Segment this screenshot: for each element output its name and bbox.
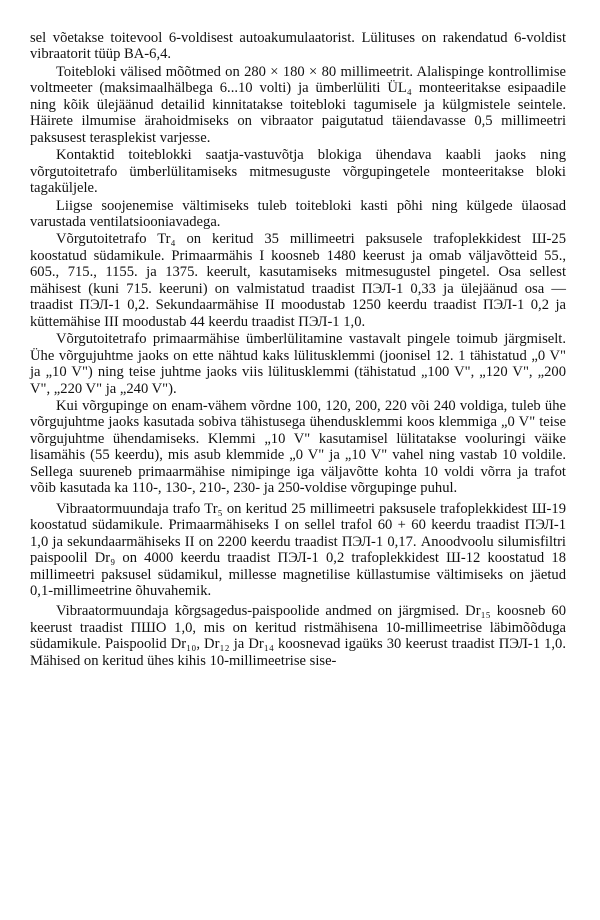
paragraph-3: Kontaktid toiteblokki saatja-vastuvõtja blokiga ühendava kaabli jaoks ning võrgutoitetrafo ümberlülitamiseks mitmesuguste võrgupingetele monteeritakse bloki tagaküljele. (30, 147, 566, 197)
paragraph-9: Vibraatormuundaja kõrgsagedus-paispoolide andmed on järgmised. Dr₁₅ koosneb 60 keerust traadist ПШО 1,0, mis on keritud ristmähisena 10-millimeetrise läbimõõduga südamikule. Paispoolid Dr₁₀, Dr₁₂ ja Dr₁₄ koosnevad igaüks 30 keerust traadist ПЭЛ-1 1,0. Mähised on keritud ühes kihis 10-millimeetrise sise- (30, 603, 566, 669)
paragraph-7: Kui võrgupinge on enam-vähem võrdne 100, 120, 200, 220 või 240 voldiga, tuleb ühe võrgujuhtme jaoks kasutada sobiva tähistusega ühendusklemmi koos klemmiga „0 V" teise võrgujuhtme ühendamiseks. Klemmi „10 V" kasutamisel lülitatakse vooluringi väike lisamähis (55 keerdu), mis asub klemmide „0 V" ja „10 V" vahel ning vastab 10 voldile. Sellega suureneb primaarmähise nimipinge iga väljavõtte kohta 10 voldi võrra ja trafot võib kasutada ka 110-, 130-, 210-, 230- ja 250-voldise võrgupinge puhul. (30, 397, 566, 497)
paragraph-4: Liigse soojenemise vältimiseks tuleb toitebloki kasti põhi ning külgede ülaosad varustada ventilatsiooniavadega. (30, 197, 566, 230)
paragraph-2: Toitebloki välised mõõtmed on 280 × 180 × 80 millimeetrit. Alalispinge kontrollimise voltmeeter (maksimaalhälbega 6...10 volti) ja ümberlüliti ÜL₄ monteeritakse esipaadile ning kõik ülejäänud detailid kinnitatakse toitebloki tagumisele ja külgmistele seintele. Häirete ilmumise ärahoidmiseks on vibraator paigutatud täiendavasse 0,5 millimeetri paksusest terasplekist varjesse. (30, 63, 566, 146)
document-page (30, 30, 566, 670)
paragraph-5: Võrgutoitetrafo Tr₄ on keritud 35 millimeetri paksusele trafoplekkidest Ш-25 koostatud südamikule. Primaarmähis I koosneb 1480 keerust ja omab väljavõtteid 55., 605., 715., 1155. ja 1375. keerult, kasutamiseks mitmesugustel pingetel. Osa sellest mähisest (kuni 715. keeruni) on valmistatud traadist ПЭЛ-1 0,33 ja ülejäänud osa — traadist ПЭЛ-1 0,2. Sekundaarmähise II moodustab 1250 keerdu traadist ПЭЛ-1 0,2 ja küttemähise III moodustab 44 keerdu traadist ПЭЛ-1 1,0. (30, 231, 566, 330)
paragraph-8: Vibraatormuundaja trafo Tr₅ on keritud 25 millimeetri paksusele trafoplekkidest Ш-19 koostatud südamikule. Primaarmähiseks I on sellel trafol 60 + 60 keerdu traadist ПЭЛ-1 1,0 ja sekundaarmähiseks II on 2200 keerdu traadist ПЭЛ-1 0,17. Anoodvoolu silumisfiltri paispoolil Dr₉ on 4000 keerdu traadist ПЭЛ-1 0,2 trafoplekkidest Ш-12 koostatud 18 millimeetri paksusel südamikul, millesse magnetilise küllastumise vältimiseks on jäetud 0,1-millimeetrine õhuvahemik. (30, 500, 566, 599)
paragraph-1: sel võetakse toitevool 6-voldisest autoakumulaatorist. Lülituses on rakendatud 6-voldist vibraatorit tüüp BA-6,4. (30, 30, 566, 63)
paragraph-6: Võrgutoitetrafo primaarmähise ümberlülitamine vastavalt pingele toimub järgmiselt. Ühe võrgujuhtme jaoks on ette nähtud kaks lülitusklemmi (joonisel 12. 1 tähistatud „0 V" ja „10 V") ning teise juhtme jaoks viis lülitusklemmi (tähistatud „100 V", „120 V", „200 V", „220 V" ja „240 V"). (30, 331, 566, 397)
